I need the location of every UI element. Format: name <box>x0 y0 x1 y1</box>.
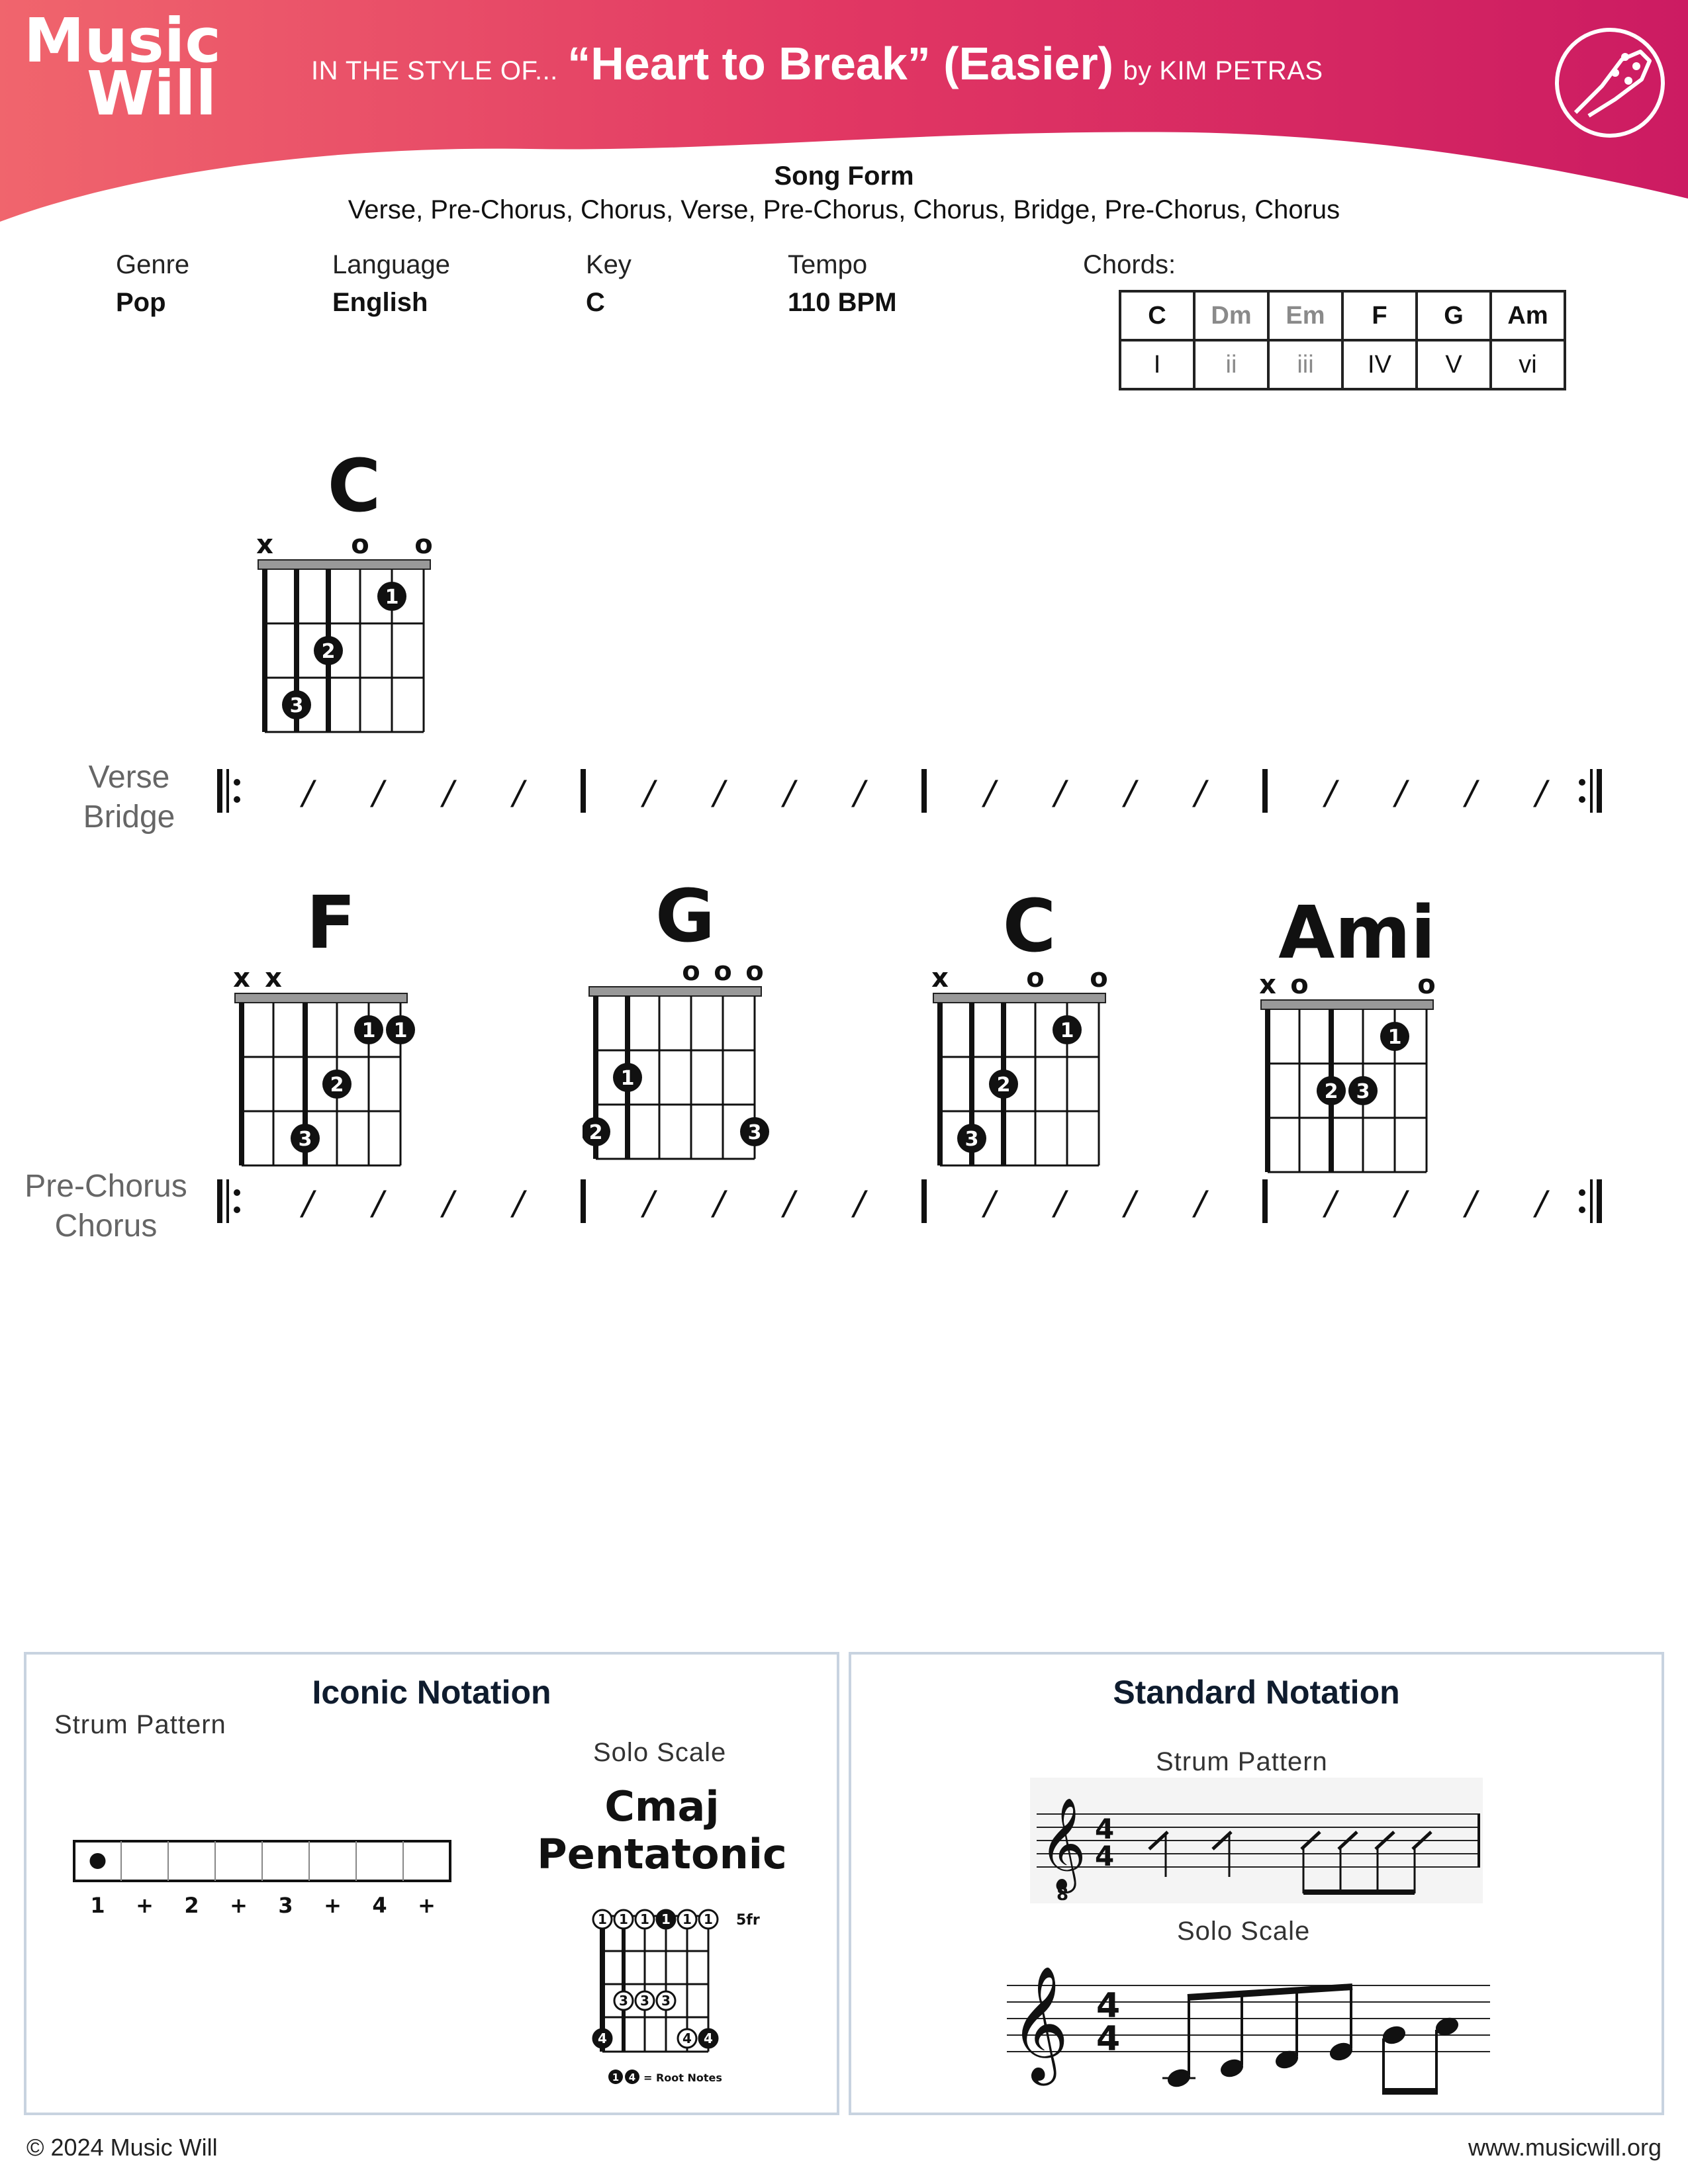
finger-dot <box>583 1117 610 1146</box>
finger-dot <box>613 1063 642 1092</box>
chord-cell: G <box>1417 291 1491 340</box>
time-sig-bottom: 4 <box>1095 1840 1115 1872</box>
finger-number: 3 <box>964 1128 979 1151</box>
key-value: C <box>586 288 605 317</box>
chord-cell: C <box>1120 291 1194 340</box>
beat-slash: / <box>1395 1184 1407 1222</box>
time-sig-bottom: 4 <box>1096 2019 1121 2059</box>
beat-slash: / <box>783 774 795 812</box>
finger-number: 1 <box>361 1019 376 1042</box>
beat-slash: / <box>713 774 725 812</box>
chord-name: Ami <box>1278 890 1436 975</box>
beat-slash: / <box>1465 774 1477 812</box>
open-string-marker: o <box>714 956 732 987</box>
strum-count: 3 <box>278 1893 293 1918</box>
scale-name-line-1: Cmaj <box>604 1782 720 1831</box>
solo-scale-label: Solo Scale <box>593 1738 727 1767</box>
muted-string-marker: x <box>1259 970 1276 1000</box>
genre-label: Genre <box>116 250 190 279</box>
fretboard <box>235 993 407 1165</box>
scale-diagram <box>583 1899 781 2091</box>
muted-string-marker: x <box>931 963 949 993</box>
beat-slash: / <box>1325 1184 1336 1222</box>
svg-text:1: 1 <box>640 1911 649 1927</box>
svg-text:1: 1 <box>619 1911 628 1927</box>
barline <box>921 1179 927 1223</box>
tempo-value: 110 BPM <box>788 288 897 317</box>
svg-text:3: 3 <box>661 1993 671 2009</box>
logo-line-1: Music <box>24 5 221 76</box>
chord-diagram <box>927 956 1125 1181</box>
standard-notation-title: Standard Notation <box>1113 1674 1400 1711</box>
strum-count: + <box>418 1893 436 1918</box>
finger-dot <box>1317 1076 1346 1105</box>
barline <box>921 769 927 813</box>
open-string-marker: o <box>1026 963 1045 993</box>
language-label: Language <box>332 250 450 279</box>
section-label <box>0 1167 212 1246</box>
beat-slash: / <box>302 1184 314 1222</box>
finger-number: 2 <box>996 1073 1011 1097</box>
chord-table <box>1119 290 1566 390</box>
chord-name: F <box>306 880 356 965</box>
tempo-label: Tempo <box>788 250 868 279</box>
beat-slash: / <box>1124 774 1136 812</box>
fretboard <box>1261 1000 1433 1172</box>
scale-staff <box>1004 1952 1493 2111</box>
meta-genre <box>116 250 189 318</box>
finger-dot <box>322 1069 352 1099</box>
treble-clef-icon: 𝄞 <box>1010 1966 1069 2081</box>
strum-count: + <box>230 1893 248 1918</box>
genre-value: Pop <box>116 288 166 317</box>
std-strum-pattern-label: Strum Pattern <box>1156 1747 1328 1776</box>
finger-dot <box>314 636 343 665</box>
finger-number: 2 <box>1324 1080 1338 1103</box>
muted-string-marker: x <box>256 529 273 560</box>
svg-text:4: 4 <box>628 2071 636 2083</box>
svg-text:4: 4 <box>704 2030 713 2046</box>
beat-slash: / <box>853 1184 865 1222</box>
clef-octave-mark: 8 <box>1056 1885 1069 1903</box>
chord-table-numerals <box>1120 340 1565 389</box>
chord-name: G <box>655 874 716 958</box>
song-title: “Heart to Break” (Easier) <box>567 38 1114 89</box>
strum-count: + <box>136 1893 154 1918</box>
beat-slash: / <box>713 1184 725 1222</box>
beat-slash: / <box>442 774 454 812</box>
website-link[interactable]: www.musicwill.org <box>1468 2134 1662 2161</box>
finger-number: 1 <box>385 586 399 609</box>
beat-slash: / <box>1194 774 1206 812</box>
copyright: © 2024 Music Will <box>26 2134 218 2161</box>
finger-number: 1 <box>1387 1026 1402 1049</box>
numeral-cell: iii <box>1268 340 1342 389</box>
beat-slash: / <box>1325 774 1336 812</box>
strum-staff <box>1030 1778 1483 1903</box>
repeat-start-icon <box>217 1179 240 1223</box>
strum-count: + <box>324 1893 342 1918</box>
open-string-marker: o <box>414 529 433 560</box>
song-form <box>0 161 1688 225</box>
fret-label: 5fr <box>736 1912 760 1929</box>
finger-dot <box>1053 1015 1082 1044</box>
svg-text:1: 1 <box>612 2071 620 2083</box>
finger-dot <box>740 1117 769 1146</box>
beat-slash: / <box>512 774 524 812</box>
finger-dot <box>957 1124 986 1153</box>
section-label-line-1: Pre-Chorus <box>24 1169 187 1204</box>
section-label <box>60 758 199 837</box>
finger-number: 3 <box>298 1128 312 1151</box>
beat-slash: / <box>643 1184 655 1222</box>
song-title-line <box>311 37 1323 90</box>
finger-number: 1 <box>1060 1019 1074 1042</box>
rhythm-line <box>212 761 1602 821</box>
beat-slash: / <box>1054 1184 1066 1222</box>
repeat-end-icon <box>1579 769 1602 813</box>
chord-diagram <box>1254 963 1453 1188</box>
barline <box>1262 769 1268 813</box>
chord-cell: Em <box>1268 291 1342 340</box>
chord-table-names <box>1120 291 1565 340</box>
beat-slash: / <box>372 1184 384 1222</box>
rhythm-line <box>212 1171 1602 1231</box>
language-value: English <box>332 288 428 317</box>
open-string-marker: o <box>745 956 764 987</box>
beat-slash: / <box>1395 774 1407 812</box>
finger-dot <box>291 1124 320 1153</box>
strum-count: 1 <box>90 1893 105 1918</box>
strum-pattern-grid <box>73 1833 463 1919</box>
svg-text:1: 1 <box>704 1911 713 1927</box>
scale-name <box>530 1783 794 1878</box>
finger-number: 1 <box>620 1067 635 1090</box>
nut <box>1261 1000 1433 1009</box>
song-form-value: Verse, Pre-Chorus, Chorus, Verse, Pre-Chorus, Chorus, Bridge, Pre-Chorus, Chorus <box>348 195 1340 224</box>
svg-text:1: 1 <box>682 1911 692 1927</box>
beat-slash: / <box>1535 774 1547 812</box>
barline <box>581 769 586 813</box>
finger-dot <box>282 690 311 719</box>
muted-string-marker: x <box>265 963 282 993</box>
treble-clef-icon: 𝄞 <box>1039 1797 1086 1889</box>
std-solo-scale-label: Solo Scale <box>1177 1917 1311 1946</box>
chord-cell: Dm <box>1194 291 1268 340</box>
chord-cell: F <box>1342 291 1417 340</box>
nut <box>589 987 761 996</box>
meta-key <box>586 250 632 318</box>
beat-slash: / <box>783 1184 795 1222</box>
beat-slash: / <box>302 774 314 812</box>
strum-count: 4 <box>372 1893 387 1918</box>
time-sig-top: 4 <box>1096 1986 1121 2026</box>
finger-dot <box>1348 1076 1378 1105</box>
finger-number: 1 <box>393 1019 408 1042</box>
meta-tempo <box>788 250 897 318</box>
finger-dot <box>354 1015 383 1044</box>
beat-slash: / <box>1535 1184 1547 1222</box>
artist: by KIM PETRAS <box>1123 56 1323 85</box>
open-string-marker: o <box>1290 970 1309 1000</box>
beat-slash: / <box>1465 1184 1477 1222</box>
beat-slash: / <box>643 774 655 812</box>
iconic-notation-title: Iconic Notation <box>312 1674 551 1711</box>
svg-text:1: 1 <box>598 1911 607 1927</box>
beat-slash: / <box>512 1184 524 1222</box>
svg-text:3: 3 <box>640 1993 649 2009</box>
beat-slash: / <box>1194 1184 1206 1222</box>
beat-slash: / <box>984 774 996 812</box>
scale-name-line-2: Pentatonic <box>537 1830 787 1878</box>
svg-text:1: 1 <box>661 1911 671 1927</box>
svg-text:4: 4 <box>598 2030 607 2046</box>
logo <box>24 5 221 129</box>
chord-name: C <box>327 443 381 528</box>
open-string-marker: o <box>1090 963 1108 993</box>
beat-slash: / <box>1054 774 1066 812</box>
scale-notes <box>593 1910 718 2048</box>
numeral-cell: V <box>1417 340 1491 389</box>
finger-dot <box>1380 1022 1409 1051</box>
beat-slash: / <box>1124 1184 1136 1222</box>
numeral-cell: I <box>1120 340 1194 389</box>
strum-hit-dot <box>90 1853 106 1869</box>
strum-count: 2 <box>184 1893 199 1918</box>
nut <box>258 560 430 569</box>
root-note-legend-text: = Root Notes <box>643 2071 722 2084</box>
finger-number: 2 <box>588 1121 603 1144</box>
song-form-label: Song Form <box>774 161 914 191</box>
beat-slash: / <box>984 1184 996 1222</box>
beat-slash: / <box>372 774 384 812</box>
nut <box>933 993 1105 1003</box>
chord-diagram <box>583 950 781 1175</box>
numeral-cell: ii <box>1194 340 1268 389</box>
meta-language <box>332 250 450 318</box>
finger-dot <box>989 1069 1018 1099</box>
nut <box>235 993 407 1003</box>
open-string-marker: o <box>351 529 369 560</box>
numeral-cell: vi <box>1491 340 1565 389</box>
chords-label: Chords: <box>1083 250 1176 279</box>
barline <box>581 1179 586 1223</box>
chord-name: C <box>1002 884 1056 968</box>
finger-number: 2 <box>330 1073 344 1097</box>
barline <box>1262 1179 1268 1223</box>
root-note-legend <box>608 2070 722 2084</box>
section-label-line-2: Chorus <box>54 1208 158 1244</box>
open-string-marker: o <box>1417 970 1436 1000</box>
logo-line-2: Will <box>87 58 217 129</box>
time-sig-top: 4 <box>1095 1813 1115 1845</box>
style-prefix: IN THE STYLE OF... <box>311 56 558 85</box>
chord-diagram <box>228 956 427 1181</box>
svg-text:3: 3 <box>619 1993 628 2009</box>
numeral-cell: IV <box>1342 340 1417 389</box>
finger-dot <box>386 1015 415 1044</box>
section-label-line-1: Verse <box>88 760 170 795</box>
beat-slash: / <box>853 774 865 812</box>
chord-cell: Am <box>1491 291 1565 340</box>
key-label: Key <box>586 250 632 279</box>
chord-diagram <box>252 523 450 748</box>
finger-number: 2 <box>321 640 336 663</box>
finger-number: 3 <box>747 1121 762 1144</box>
finger-number: 3 <box>289 694 304 717</box>
finger-dot <box>377 582 406 611</box>
section-label-line-2: Bridge <box>83 799 175 835</box>
beat-slash: / <box>442 1184 454 1222</box>
repeat-start-icon <box>217 769 240 813</box>
strum-pattern-label: Strum Pattern <box>54 1710 226 1739</box>
repeat-end-icon <box>1579 1179 1602 1223</box>
svg-text:4: 4 <box>682 2030 692 2046</box>
finger-number: 3 <box>1356 1080 1370 1103</box>
muted-string-marker: x <box>233 963 250 993</box>
open-string-marker: o <box>682 956 700 987</box>
